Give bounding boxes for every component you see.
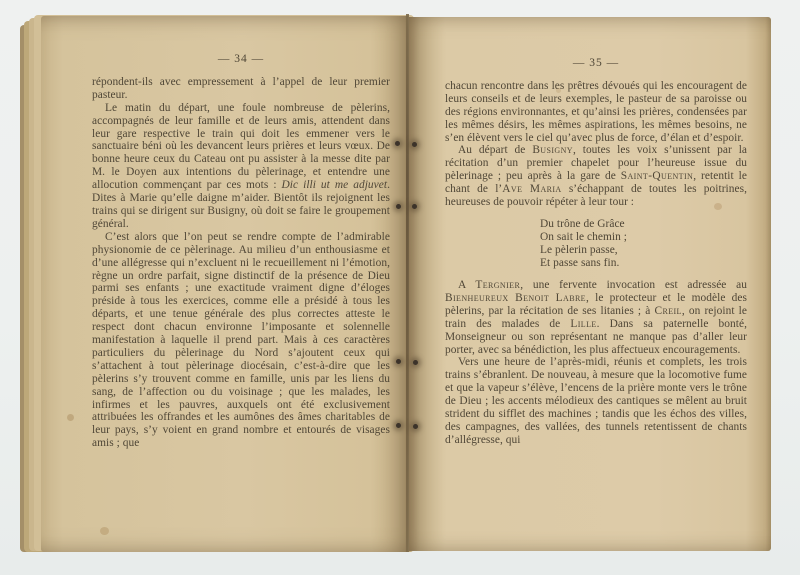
text-segment: Le matin du départ, une foule nombreuse de pèlerins, accompagnés de leur famille et de leurs amis, attendent dans leur gare respective le train qui doit les emmener vers le sanctuaire béni où les devancent leurs prières et leurs vœux. De bonne heure ceux du Cateau ont pu assister à la messe dite par M. le Doyen aux intentions du pèlerinage, et entendre une allocution commençant par ces mots : (92, 101, 390, 192)
staple-hole (396, 204, 401, 209)
text-segment: Au départ de (458, 144, 533, 157)
staple-hole (412, 142, 417, 147)
staple-hole (395, 141, 400, 146)
text-segment: . Dites à Marie qu’elle daigne m’aider. Bientôt ils rejoignent les trains qui se dirigent sur Busigny, où doit se faire le groupement général. (92, 179, 390, 230)
paragraph (445, 279, 747, 356)
text-segment: Busigny (532, 144, 573, 157)
page-right-paragraphs (445, 80, 747, 447)
text-segment: Vers une heure de l’après-midi, réunis et complets, les trois trains s’ébranlent. De nouveau, à mesure que la locomotive fume et que la vapeur s’élève, l’encens de la prière monte vers le trône de Dieu ; les accents mélodieux des cantiques se mêlent au bruit strident du sifflet des machines ; tandis que les échos des villes, des campagnes, des vallées, des tunnels retentissent de chants d’allégresse, qui (445, 356, 747, 446)
text-segment: Lille (570, 317, 597, 330)
paragraph (92, 76, 390, 102)
text-segment: , le protecteur et le modèle des pèlerins, par la récitation de ses litanies ; à (445, 291, 748, 317)
text-segment: Bienheureux Benoit Labre (445, 291, 586, 304)
page-blemish (67, 414, 74, 421)
text-segment: Dic illi ut me adjuvet (281, 179, 388, 192)
book-gutter (406, 14, 409, 552)
text-segment: , on rejoint le train des malades de (445, 304, 747, 330)
page-blemish (556, 88, 561, 93)
page-left-text (92, 53, 390, 450)
verse-line: Et passe sans fin. (540, 256, 620, 269)
text-segment: Creil (654, 304, 682, 317)
text-segment: chacun rencontre dans les prêtres dévoués qui les encouragent de leurs conseils et de leurs exemples, le pasteur de sa paroisse ou des régions environnantes, et qu’ainsi les prières, condensées par les mêmes désirs, les mêmes aspirations, les mêmes besoins, ne s’en élèvent vers le ciel qu’avec plus de force, d’élan et d’espoir. (445, 79, 747, 144)
paragraph (92, 231, 390, 450)
text-segment: répondent-ils avec empressement à l’appel de leur premier pasteur. (92, 75, 390, 101)
staple-hole (413, 424, 418, 429)
text-segment: , toutes les voix s’unissent par la récitation d’un premier chapelet pour l’heureuse issue du pèlerinage ; peu après à la gare de (445, 144, 748, 183)
paragraph (445, 144, 747, 209)
staple-hole (412, 204, 417, 209)
page-right-text (445, 57, 747, 447)
text-segment: , retentit le chant de l’ (445, 170, 747, 196)
text-segment: , une fervente invocation est adressée au (520, 278, 747, 291)
paragraph (445, 356, 747, 446)
page-number-right: — 35 — (572, 57, 620, 69)
text-segment: Tergnier (475, 278, 521, 291)
text-segment: Saint-Quentin (620, 170, 694, 183)
verse (540, 218, 747, 270)
verse-line: Le pèlerin passe, (540, 243, 618, 256)
page-blemish (100, 527, 109, 535)
page-right (409, 17, 771, 551)
text-segment: A (458, 278, 476, 291)
paragraph (92, 102, 390, 231)
staple-hole (413, 360, 418, 365)
text-segment: C’est alors que l’on peut se rendre compte de l’admirable physionomie de ce pèlerinage. Au milieu d’un enthousiasme et d’une allégresse qui n’excluent ni le recueillement ni l’émotion, règne un ordre parfait, signe distinctif de la présence de Dieu parmi ses enfants ; une exactitude vraiment digne d’éloges préside à tous les exercices, comme elle a présidé à tous les départs, et une tenue générale des plus correctes atteste le respect dont chacun environne l’imposante et solennelle manifestation à laquelle il prend part. Mais à ces caractères particuliers du pèlerinage du Nord s’ajoutent ceux qui s’attachent à tout pèlerinage diocésain, c’est-à-dire que les pèlerins s’y trouvent comme en famille, unis par les liens du sang, de l’affection ou du voisinage ; que les malades, les infirmes et les pauvres, auxquels ont été exclusivement attribuées les offrandes et les aumônes des âmes charitables de leur pays, s’y voient en grand nombre et entourés de visages amis ; que (92, 230, 390, 450)
verse-line: On sait le chemin ; (540, 230, 627, 243)
page-blemish (714, 203, 722, 210)
paragraph (445, 80, 747, 145)
verse-line: Du trône de Grâce (540, 217, 625, 230)
page-left-paragraphs (92, 76, 390, 450)
text-segment: s’échappant de toutes les poitrines, heureuses de pouvoir répéter à leur tour : (445, 183, 747, 209)
staple-hole (396, 359, 401, 364)
staple-hole (396, 423, 401, 428)
page-number-left: — 34 — (217, 53, 265, 65)
page-left (41, 16, 408, 552)
text-segment: . Dans sa paternelle bonté, Monseigneur ou son représentant ne manque pas d’aller leur porter, avec sa bénédiction, les plus affectueux encouragements. (445, 317, 747, 356)
text-segment: Ave Maria (502, 183, 562, 196)
